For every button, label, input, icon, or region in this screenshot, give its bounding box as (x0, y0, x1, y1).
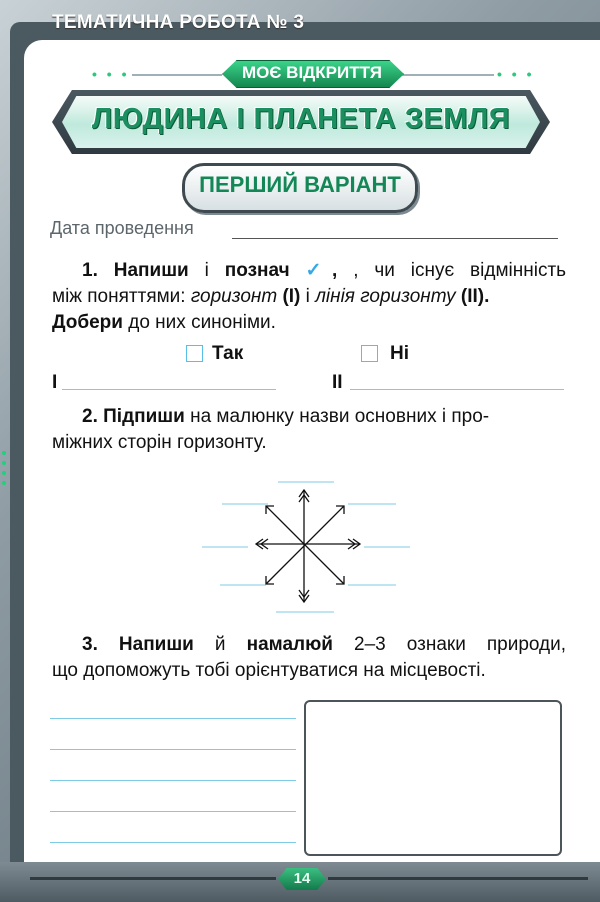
decorative-line (132, 74, 222, 76)
answer-label-i: I (52, 372, 58, 393)
q1-verb-write: Напиши (113, 260, 189, 281)
drawing-box[interactable] (304, 700, 562, 856)
answer-line[interactable] (50, 842, 296, 843)
date-label: Дата проведення (50, 218, 194, 238)
q3-verb-write: Напиши (118, 634, 194, 655)
yes-checkbox[interactable] (186, 345, 203, 362)
series-label: МОЄ ВІДКРИТТЯ (241, 63, 382, 82)
q1-number: 1. (82, 260, 98, 281)
q3-text2: що допоможуть тобі орієнтуватися на місцевості. (52, 660, 486, 681)
no-checkbox[interactable] (361, 345, 378, 362)
q1-text1: , чи існує відмінність (353, 260, 567, 281)
q3-text1: 2–3 ознаки природи, (354, 634, 567, 655)
q1-term2: лінія горизонту (315, 286, 456, 307)
q1-roman2: (II). (460, 286, 490, 307)
answer-line[interactable] (50, 718, 296, 719)
page-number: 14 (293, 870, 311, 887)
no-label: Ні (390, 343, 409, 364)
q1-conj: і (204, 260, 209, 281)
footer-line (30, 877, 276, 880)
q2-number: 2. (82, 406, 98, 427)
q3-conj: й (214, 634, 226, 655)
answer-line-i[interactable] (62, 389, 276, 390)
question-2 (52, 404, 566, 456)
compass-rose-diagram (200, 470, 420, 615)
q1-text2: між поняттями: (52, 286, 186, 307)
answer-line[interactable] (50, 780, 296, 781)
check-mark-icon: ✓ (305, 260, 333, 281)
q1-verb-choose: Добери (52, 312, 123, 333)
worksheet-header-title: ТЕМАТИЧНА РОБОТА № 3 (52, 12, 305, 33)
date-input-line[interactable] (232, 238, 558, 239)
question-3 (52, 632, 566, 684)
q1-roman1: (I) (282, 286, 301, 307)
decorative-dots: • • • (497, 66, 535, 82)
q3-number: 3. (82, 634, 98, 655)
decorative-dots: • • • (92, 66, 130, 82)
answer-line[interactable] (50, 811, 296, 812)
q2-verb: Підпиши (103, 406, 185, 427)
q3-verb-draw: намалюй (246, 634, 333, 655)
q2-text1: на малюнку назви основних і про- (190, 406, 490, 427)
answer-line[interactable] (50, 749, 296, 750)
banner-title: ЛЮДИНА І ПЛАНЕТА ЗЕМЛЯ (91, 103, 511, 135)
yes-label: Так (212, 343, 244, 364)
q1-verb-mark: познач (224, 260, 290, 281)
question-1: 1. Напиши і познач ✓, , чи існує відмінність між поняттями: горизонт (I) і лінія горизонту (II). Добери до них синоніми. (52, 260, 567, 333)
side-decoration (2, 445, 8, 491)
q1-conj2: і (305, 286, 310, 307)
variant-title: ПЕРШИЙ ВАРІАНТ (199, 172, 401, 197)
answer-line-ii[interactable] (350, 389, 564, 390)
q1-term1: горизонт (190, 286, 278, 307)
footer-line (328, 877, 588, 880)
q1-text3: до них синоніми. (128, 312, 276, 333)
decorative-line (402, 74, 494, 76)
answer-label-ii: II (332, 372, 343, 393)
q2-text2: міжних сторін горизонту. (52, 432, 267, 453)
